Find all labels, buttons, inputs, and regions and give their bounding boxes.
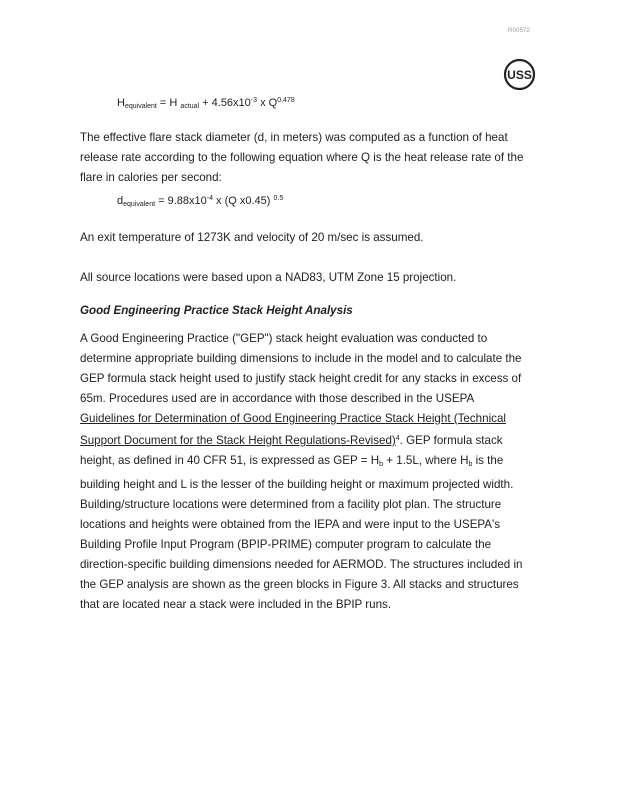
para4-line: Building/structure locations were determined from a facility plot plan. The structure bbox=[80, 498, 502, 511]
guidelines-citation-end: Support Document for the Stack Height Regulations-Revised) bbox=[80, 434, 396, 447]
section-heading: Good Engineering Practice Stack Height Analysis bbox=[80, 304, 353, 317]
eq1-lhs: H bbox=[117, 97, 125, 109]
logo-text: USS bbox=[507, 68, 532, 82]
para1-line: release rate according to the following equation where Q is the heat release rate of the bbox=[80, 151, 524, 164]
eq1-lhs-sub: equivalent bbox=[124, 103, 157, 110]
para4-line: locations and heights were obtained from the IEPA and were input to the USEPA's bbox=[80, 518, 501, 531]
para4-line: building height and L is the lesser of the building height or maximum projected width. bbox=[80, 478, 514, 491]
formula-part: height, as defined in 40 CFR 51, is expressed as GEP = H bbox=[80, 454, 380, 467]
formula-part: is the bbox=[472, 454, 504, 467]
para1-line: flare in calories per second: bbox=[80, 171, 222, 184]
para4-line-formula bbox=[80, 451, 530, 475]
para4-line: GEP formula stack height used to justify stack height credit for any stacks in excess of bbox=[80, 372, 522, 385]
eq2-rhs: = 9.88x10 bbox=[155, 195, 207, 207]
formula-sub: b bbox=[379, 461, 384, 468]
eq2-lhs-sub: equivalent bbox=[123, 201, 156, 208]
eq1-rhs-b: + 4.56x10 bbox=[199, 97, 251, 109]
eq1-rhs-c: x Q bbox=[257, 97, 278, 109]
paragraph-flare-diameter bbox=[80, 128, 530, 188]
para4-line: direction-specific building dimensions needed for AERMOD. The structures included in bbox=[80, 558, 523, 571]
footnote-ref: 4 bbox=[395, 435, 400, 442]
para4-line: 65m. Procedures used are in accordance with those described in the USEPA bbox=[80, 392, 475, 405]
paragraph-gep-analysis bbox=[80, 329, 530, 615]
guidelines-citation-line: Guidelines for Determination of Good Engineering Practice Stack Height (Technical bbox=[80, 412, 506, 425]
para4-line: A Good Engineering Practice ("GEP") stack height evaluation was conducted to bbox=[80, 332, 488, 345]
eq2-lhs: d bbox=[117, 195, 124, 207]
para1-line: The effective flare stack diameter (d, in meters) was computed as a function of heat bbox=[80, 131, 508, 144]
para2-text: An exit temperature of 1273K and velocity of 20 m/sec is assumed. bbox=[80, 231, 424, 244]
uss-logo bbox=[503, 59, 536, 90]
para4-line: the GEP analysis are shown as the green blocks in Figure 3. All stacks and structures bbox=[80, 578, 519, 591]
para4-line: determine appropriate building dimensions to include in the model and to calculate the bbox=[80, 352, 522, 365]
eq2-rhs-sup: -4 bbox=[206, 195, 213, 202]
para4-line bbox=[80, 429, 530, 451]
para4-line: Building Profile Input Program (BPIP-PRIME) computer program to calculate the bbox=[80, 538, 492, 551]
eq2-rhs-tail: x (Q x0.45) bbox=[212, 195, 274, 207]
paragraph-source-locations bbox=[80, 268, 530, 288]
eq1-rhs-c-sup: 0.478 bbox=[277, 97, 295, 104]
equation-d-equivalent bbox=[117, 195, 283, 208]
eq1-rhs-b-sup: -3 bbox=[250, 97, 258, 104]
para3-text: All source locations were based upon a NAD83, UTM Zone 15 projection. bbox=[80, 271, 457, 284]
para4-line: that are located near a stack were included in the BPIP runs. bbox=[80, 598, 392, 611]
formula-sub: b bbox=[468, 461, 473, 468]
document-id: R00572 bbox=[508, 28, 531, 34]
eq2-rhs-tail-sup: 0.5 bbox=[273, 195, 284, 202]
equation-h-equivalent bbox=[117, 97, 295, 110]
para4-line-rest: . GEP formula stack bbox=[399, 434, 503, 447]
paragraph-exit-temperature bbox=[80, 228, 530, 248]
eq1-rhs-a: = H bbox=[156, 97, 181, 109]
formula-part: + 1.5L, where H bbox=[383, 454, 469, 467]
eq1-rhs-a-sub: actual bbox=[180, 103, 200, 110]
